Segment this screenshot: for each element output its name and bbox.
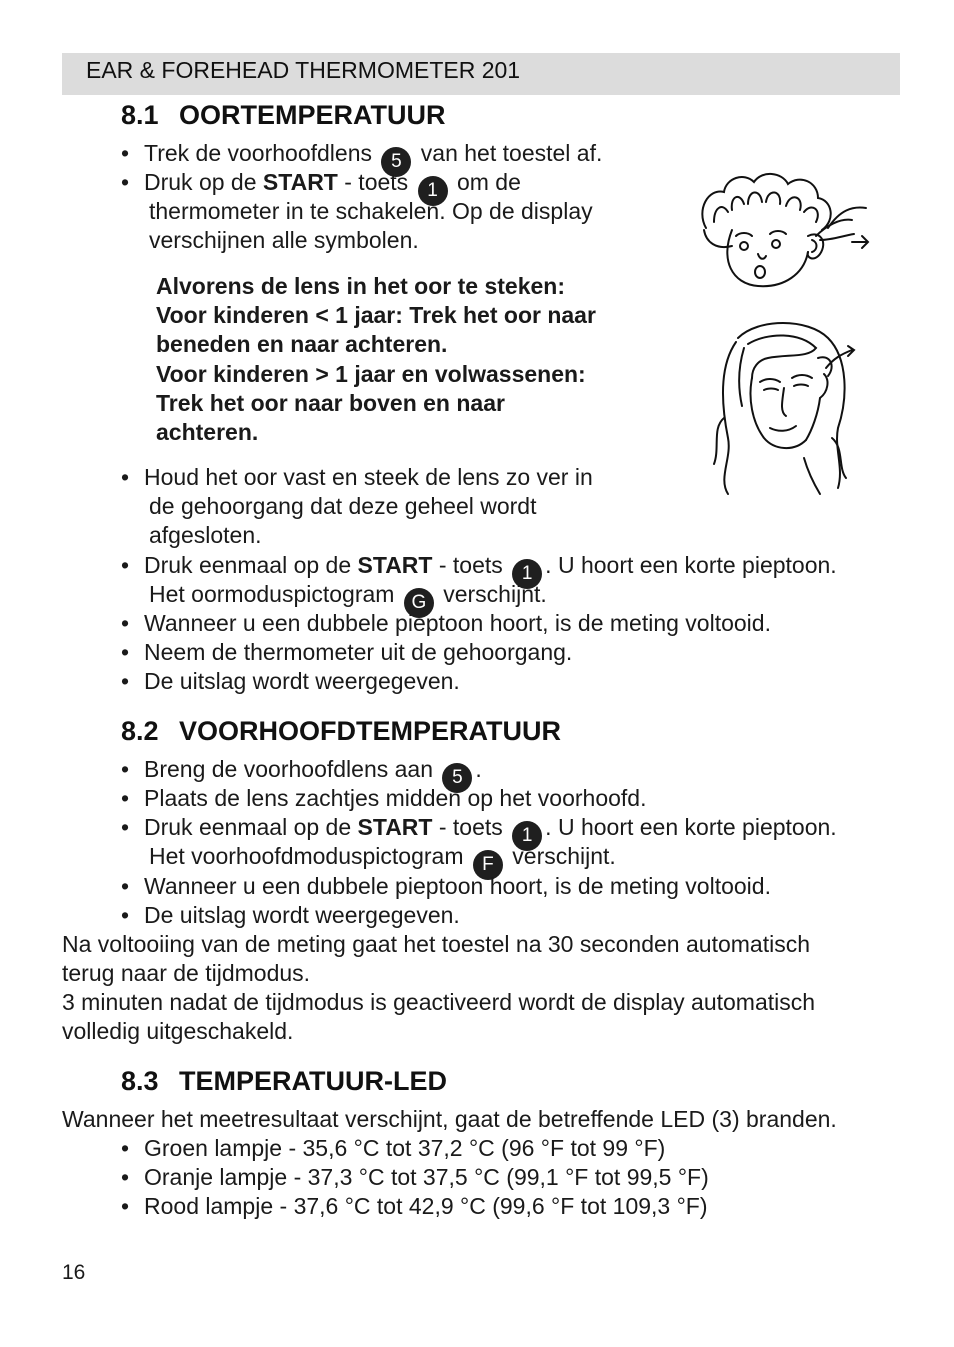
item-text: verschijnt. [505, 843, 616, 869]
item-text: van het toestel af. [414, 140, 603, 166]
item-text: Oranje lampje - 37,3 °C tot 37,5 °C (99,1 °F tot 99,5 °F) [144, 1164, 709, 1190]
item-text: . [475, 756, 482, 782]
bullet: • [121, 169, 130, 195]
list-item [121, 463, 593, 492]
bullet: • [121, 552, 130, 578]
item-text: Druk eenmaal op de [144, 814, 358, 840]
list-item [121, 901, 460, 930]
component-badge: 5 [381, 147, 411, 177]
page-number: 16 [62, 1261, 86, 1284]
section-number: 8.2 [121, 716, 159, 746]
paragraph-line: volledig uitgeschakeld. [62, 1018, 294, 1044]
item-text: . U hoort een korte pieptoon. [545, 814, 837, 840]
item-text: Druk eenmaal op de [144, 552, 358, 578]
note-line: Voor kinderen < 1 jaar: Trek het oor naar [156, 302, 596, 328]
component-badge: 1 [512, 821, 542, 851]
paragraph-line: terug naar de tijdmodus. [62, 960, 311, 986]
ear-mode-icon: G [404, 588, 434, 618]
item-text: Breng de voorhoofdlens aan [144, 756, 440, 782]
item-text: - toets [432, 814, 510, 840]
item-text: Druk op de [144, 169, 263, 195]
section-title: VOORHOOFDTEMPERATUUR [179, 716, 561, 746]
item-text: Neem de thermometer uit de gehoorgang. [144, 639, 573, 665]
bullet: • [121, 873, 130, 899]
woman-ear-illustration [708, 318, 858, 500]
list-item [121, 638, 572, 667]
component-badge: 1 [512, 559, 542, 589]
child-ear-illustration [692, 170, 872, 290]
list-item [121, 609, 771, 638]
start-keyword: START [357, 814, 433, 840]
bullet: • [121, 785, 130, 811]
item-text: - toets [337, 169, 415, 195]
item-text: Groen lampje - 35,6 °C tot 37,2 °C (96 °F tot 99 °F) [144, 1135, 666, 1161]
bullet: • [121, 464, 130, 490]
bullet: • [121, 140, 130, 166]
start-keyword: START [357, 552, 433, 578]
bullet: • [121, 756, 130, 782]
bullet: • [121, 668, 130, 694]
bullet: • [121, 902, 130, 928]
list-item [121, 1134, 665, 1163]
item-text: . U hoort een korte pieptoon. [545, 552, 837, 578]
paragraph-line: 3 minuten nadat de tijdmodus is geactiveerd wordt de display automatisch [62, 989, 816, 1015]
note-line: achteren. [156, 419, 259, 445]
item-text: Rood lampje - 37,6 °C tot 42,9 °C (99,6 °F tot 109,3 °F) [144, 1193, 708, 1219]
item-text: Trek de voorhoofdlens [144, 140, 379, 166]
item-text: - toets [432, 552, 510, 578]
item-text: De uitslag wordt weergegeven. [144, 668, 460, 694]
section-title: OORTEMPERATUUR [179, 100, 446, 130]
list-item-continuation: verschijnen alle symbolen. [149, 227, 419, 253]
led-intro: Wanneer het meetresultaat verschijnt, gaat de betreffende LED (3) branden. [62, 1106, 837, 1132]
note-line: beneden en naar achteren. [156, 331, 448, 357]
component-badge: 1 [418, 176, 448, 206]
section-number: 8.3 [121, 1066, 159, 1096]
item-text: Wanneer u een dubbele pieptoon hoort, is de meting voltooid. [144, 610, 771, 636]
section-heading-forehead [121, 716, 561, 747]
list-item [121, 872, 771, 901]
item-text: om de [450, 169, 521, 195]
section-heading-ear [121, 100, 446, 131]
list-item [121, 1192, 708, 1221]
item-text: Plaats de lens zachtjes midden op het voorhoofd. [144, 785, 647, 811]
start-keyword: START [262, 169, 338, 195]
paragraph-line: Na voltooiing van de meting gaat het toestel na 30 seconden automatisch [62, 931, 810, 957]
section-number: 8.1 [121, 100, 159, 130]
bullet: • [121, 1135, 130, 1161]
forehead-mode-icon: F [473, 850, 503, 880]
section-heading-led [121, 1066, 447, 1097]
list-item [121, 1163, 709, 1192]
bullet: • [121, 639, 130, 665]
bullet: • [121, 1164, 130, 1190]
note-line: Trek het oor naar boven en naar [156, 390, 505, 416]
item-text: Het oormoduspictogram [149, 581, 401, 607]
item-text: De uitslag wordt weergegeven. [144, 902, 460, 928]
section-title: TEMPERATUUR-LED [179, 1066, 447, 1096]
list-item-continuation: thermometer in te schakelen. Op de display [149, 198, 593, 224]
component-badge: 5 [442, 763, 472, 793]
note-line: Voor kinderen > 1 jaar en volwassenen: [156, 361, 586, 387]
note-line: Alvorens de lens in het oor te steken: [156, 273, 565, 299]
item-text: Wanneer u een dubbele pieptoon hoort, is de meting voltooid. [144, 873, 771, 899]
list-item [121, 667, 460, 696]
list-item [121, 784, 647, 813]
item-text: Het voorhoofdmoduspictogram [149, 843, 470, 869]
header-bar [62, 53, 900, 95]
item-text: verschijnt. [436, 581, 547, 607]
list-item-continuation: afgesloten. [149, 522, 262, 548]
list-item-continuation: de gehoorgang dat deze geheel wordt [149, 493, 537, 519]
bullet: • [121, 1193, 130, 1219]
bullet: • [121, 610, 130, 636]
item-text: Houd het oor vast en steek de lens zo ver in [144, 464, 593, 490]
bullet: • [121, 814, 130, 840]
document-title: EAR & FOREHEAD THERMOMETER 201 [86, 57, 521, 83]
